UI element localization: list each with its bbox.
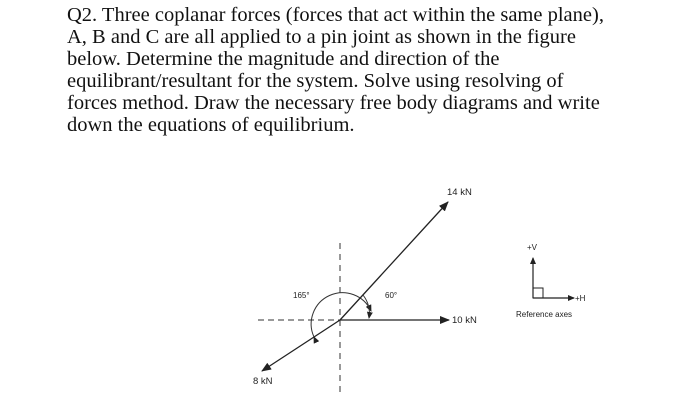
force-label-14kn: 14 kN [447, 187, 472, 198]
force-arrow-14kn [340, 202, 448, 320]
question-line: forces method. Draw the necessary free body diagrams and write [67, 92, 600, 114]
question-line: down the equations of equilibrium. [67, 114, 355, 136]
reference-axis-h-label: +H [575, 294, 586, 303]
force-label-8kn: 8 kN [253, 376, 273, 387]
right-angle-marker [533, 288, 543, 298]
question-line: below. Determine the magnitude and direction of the [67, 48, 500, 70]
question-line: A, B and C are all applied to a pin joint as shown in the figure [67, 26, 576, 48]
question-line: equilibrant/resultant for the system. Solve using resolving of [67, 70, 564, 92]
angle-arc-60 [363, 295, 369, 318]
force-arrow-8kn [262, 320, 340, 371]
force-label-10kn: 10 kN [452, 315, 477, 326]
reference-axis-v-label: +V [527, 243, 538, 252]
reference-axes-caption: Reference axes [516, 310, 573, 319]
question-line: Q2. Three coplanar forces (forces that act within the same plane), [67, 4, 604, 26]
angle-arc-165 [311, 293, 371, 337]
angle-label-60: 60° [385, 291, 398, 300]
angle-label-165: 165° [293, 291, 310, 300]
reference-axes [516, 243, 586, 319]
